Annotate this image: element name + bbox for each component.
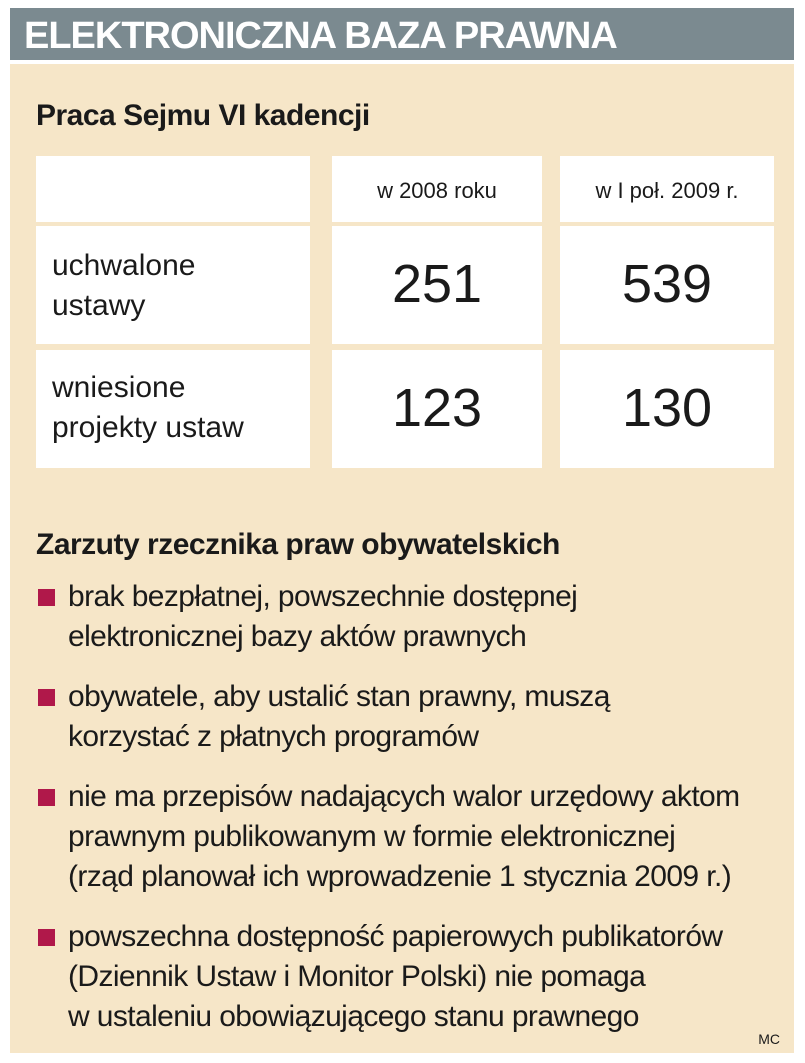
complaints-section-title: Zarzuty rzecznika praw obywatelskich [36,528,560,561]
table-cell [560,350,774,468]
value-uchwalone-2008: 251 [391,254,483,314]
table-header-cell-2008 [332,156,542,222]
list-item-text: powszechna dostępność papierowych publikatorów (Dziennik Ustaw i Monitor Polski) nie pomaga w ustaleniu obowiązującego stanu prawnego [68,920,723,1033]
list-item-text: brak bezpłatnej, powszechnie dostępnej elektronicznej bazy aktów prawnych [68,580,578,653]
table-row-label-cell [36,350,310,468]
list-item-text: obywatele, aby ustalić stan prawny, muszą korzystać z płatnych programów [68,680,610,753]
table-cell [332,226,542,344]
header-title: ELEKTRONICZNA BAZA PRAWNA [24,15,617,57]
bullet-square-icon [38,789,55,806]
table-cell [332,350,542,468]
list-item [36,577,786,657]
bullet-square-icon [38,929,55,946]
content-panel [10,64,794,1053]
list-item [36,917,786,1037]
complaints-list [36,577,786,1057]
list-item [36,777,786,897]
table-header-cell-2009 [560,156,774,222]
header-bar [10,8,794,60]
row-label-uchwalone-ustawy: uchwalone ustawy [52,249,196,322]
table-cell [560,226,774,344]
table-header-corner [36,156,310,222]
bullet-square-icon [38,589,55,606]
value-wniesione-2009: 130 [621,378,713,438]
column-header-2009: w I poł. 2009 r. [595,178,739,203]
bullet-square-icon [38,689,55,706]
table-row-label-cell [36,226,310,344]
row-label-wniesione-projekty: wniesione projekty ustaw [52,371,244,444]
column-header-2008: w 2008 roku [377,178,497,203]
table-section-title: Praca Sejmu VI kadencji [36,99,370,132]
list-item-text: nie ma przepisów nadających walor urzędowy aktom prawnym publikowanym w formie elektronicznej (rząd planował ich wprowadzenie 1 stycznia 2009 r.) [68,780,740,893]
value-uchwalone-2009: 539 [621,254,713,314]
list-item [36,677,786,757]
author-credit: MC [758,1031,780,1047]
value-wniesione-2008: 123 [391,378,483,438]
